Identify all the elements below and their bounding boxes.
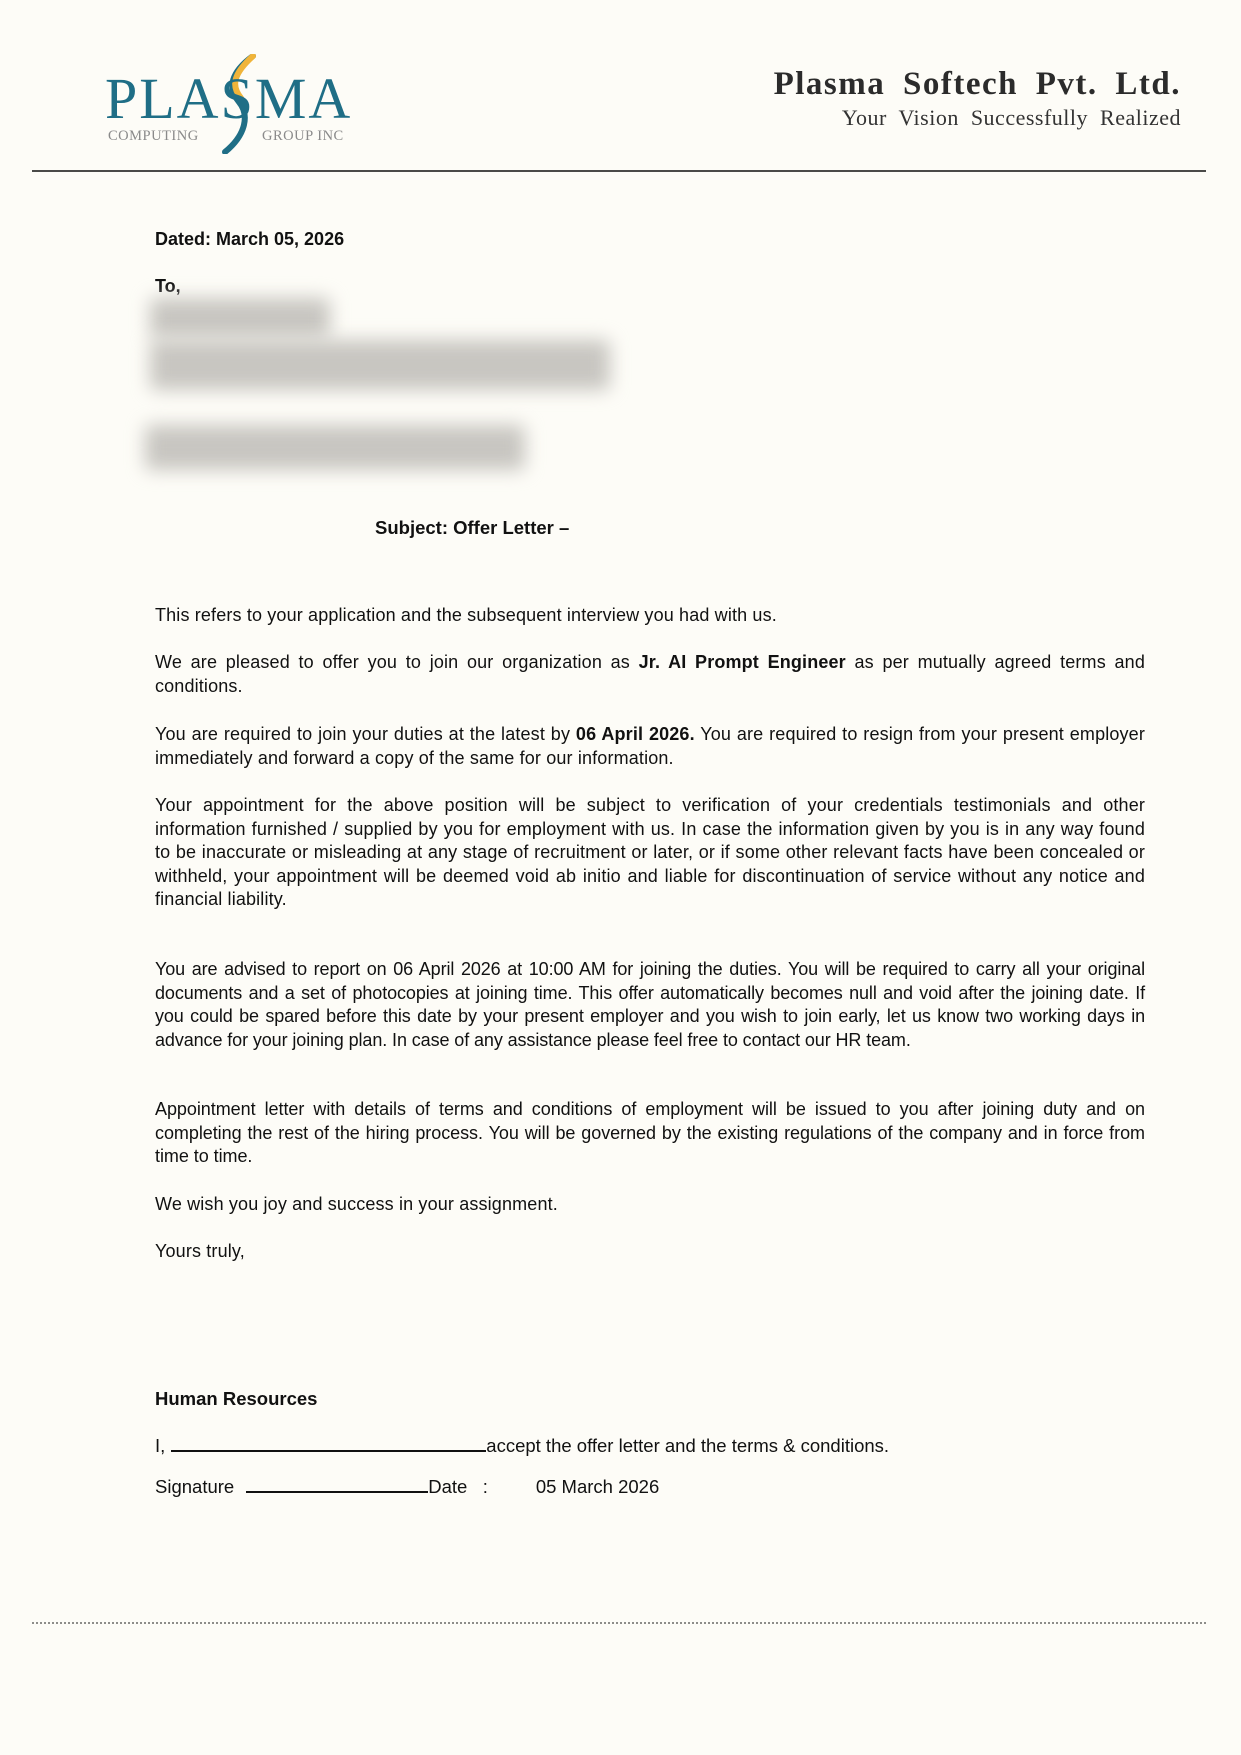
name-blank[interactable] [171, 1450, 486, 1452]
signature-line [155, 1476, 1145, 1498]
company-block [774, 66, 1181, 131]
joining-date: 06 April 2026. [575, 724, 695, 744]
offer-text: We are pleased to offer you to join our organization as [155, 652, 639, 672]
paragraph-verification: Your appointment for the above position will be subject to verification of your credentials testimonials and other information furnished / supplied by you for employment with us. In case the information given by you is in any way found to be inaccurate or misleading at any stage of recruitment or later, or if some other relevant facts have been concealed or withheld, your appointment will be deemed void ab initio and liable for discontinuation of service without any notice and financial liability. [155, 795, 1145, 909]
header-divider [32, 170, 1206, 172]
offer-text-end: as per mutually agreed terms and conditions. [155, 652, 1145, 696]
job-title: Jr. AI Prompt Engineer [638, 652, 846, 672]
signature-blank[interactable] [246, 1491, 428, 1493]
accept-text: accept the offer letter and the terms & conditions. [486, 1435, 890, 1456]
logo-subtitle-left: COMPUTING [108, 128, 199, 144]
date-label: Date : [428, 1476, 488, 1497]
joining-text: You are required to join your duties at the latest by [155, 724, 576, 744]
logo-subtitle-right: GROUP INC [262, 128, 344, 144]
signature-label: Signature [155, 1476, 235, 1497]
company-tagline: Your Vision Successfully Realized [841, 105, 1181, 130]
paragraph-offer [155, 651, 1145, 698]
company-logo [105, 60, 385, 160]
signatory: Human Resources [155, 1388, 318, 1409]
joining-text-end: You are required to resign from your present employer immediately and forward a copy of the same for our information. [155, 724, 1145, 768]
acceptance-line [155, 1435, 1145, 1457]
letter-subject: Subject: Offer Letter – [375, 517, 570, 538]
company-name: Plasma Softech Pvt. Ltd. [773, 66, 1181, 102]
paragraph-intro: This refers to your application and the subsequent interview you had with us. [155, 605, 777, 625]
logo-wordmark: PLASMA [105, 66, 353, 131]
closing: Yours truly, [155, 1241, 245, 1261]
date-value: 05 March 2026 [535, 1476, 660, 1497]
paragraph-wishes: We wish you joy and success in your assignment. [155, 1194, 558, 1214]
paragraph-reporting: You are advised to report on 06 April 2026 at 10:00 AM for joining the duties. You will be required to carry all your original documents and a set of photocopies at joining time. This offer automatically becomes null and void after the joining date. If you could be spared before this date by your present employer and you wish to join early, let us know two working days in advance for your joining plan. In case of any assistance please feel free to contact our HR team. [155, 959, 1145, 1050]
paragraph-joining [155, 723, 1145, 770]
letter-date: Dated: March 05, 2026 [155, 229, 345, 249]
footer-divider [32, 1622, 1206, 1624]
recipient-salutation: To, [155, 276, 181, 296]
paragraph-appointment: Appointment letter with details of terms and conditions of employment will be issued to you after joining duty and on completing the rest of the hiring process. You will be governed by the existing regulations of the company and in force from time to time. [155, 1099, 1145, 1166]
accept-prefix: I, [155, 1435, 166, 1456]
